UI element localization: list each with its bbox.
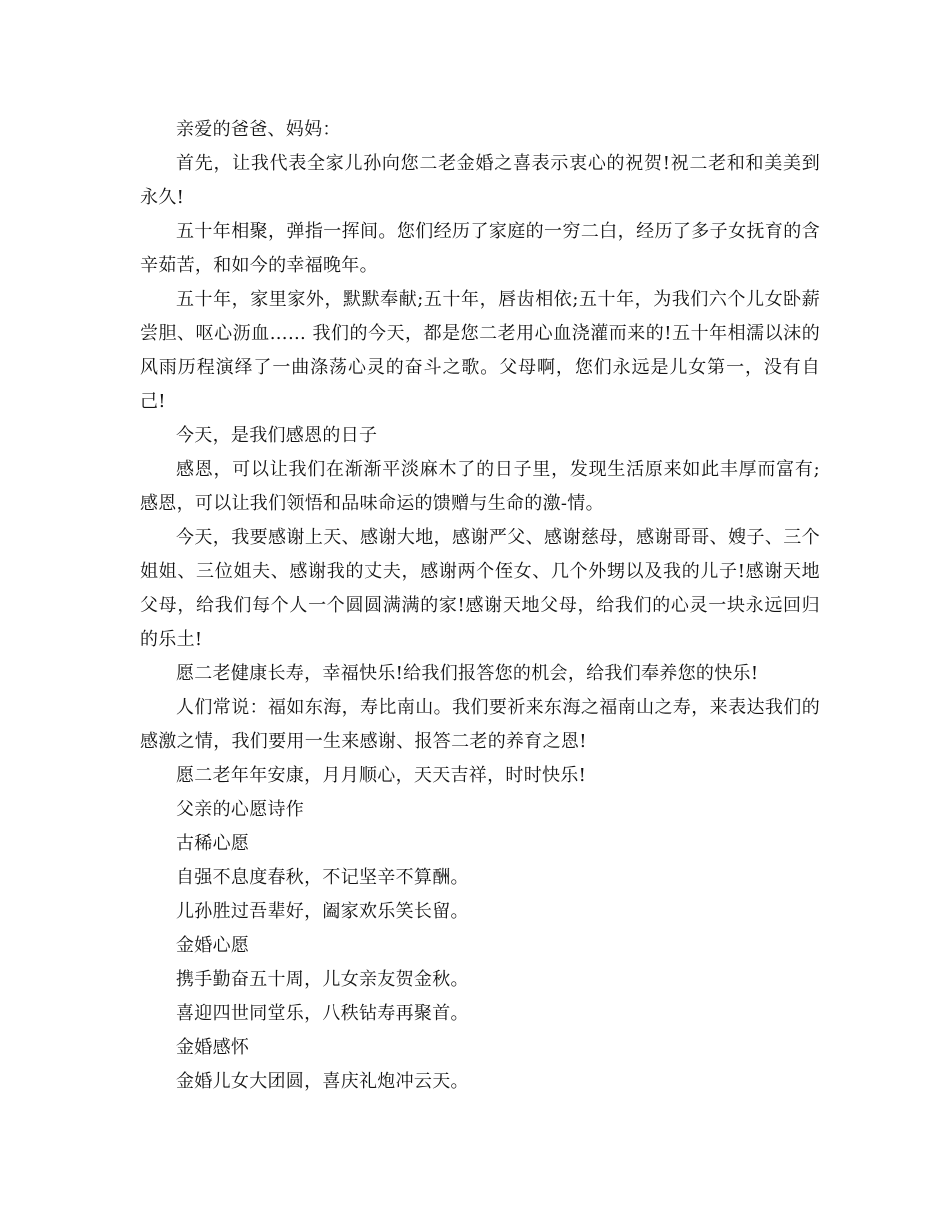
paragraph-gratitude-day: 今天，是我们感恩的日子	[176, 425, 378, 446]
salutation: 亲爱的爸爸、妈妈：	[176, 119, 341, 140]
paragraph-gratitude: 感恩，可以让我们在渐渐平淡麻木了的日子里，发现生活原来如此丰厚而富有;感恩，可以让我们领悟和品味命运的馈赠与生命的激-情。	[140, 459, 820, 514]
paragraph-blessing: 人们常说：福如东海，寿比南山。我们要祈来东海之福南山之寿，来表达我们的感激之情，我们要用一生来感谢、报答二老的养育之恩!	[140, 697, 820, 752]
paragraph-fifty-years: 五十年相聚，弹指一挥间。您们经历了家庭的一穷二白，经历了多子女抚育的含辛茹苦，和如今的幸福晚年。	[140, 221, 820, 276]
paragraph-wish-peace: 愿二老年年安康，月月顺心，天天吉祥，时时快乐!	[176, 765, 587, 786]
paragraph-congratulations: 首先，让我代表全家儿孙向您二老金婚之喜表示衷心的祝贺!祝二老和和美美到永久!	[140, 153, 820, 208]
paragraph-devotion: 五十年，家里家外，默默奉献;五十年，唇齿相依;五十年，为我们六个儿女卧薪尝胆、呕心沥血…… 我们的今天，都是您二老用心血浇灌而来的!五十年相濡以沫的风雨历程演绎了一曲涤荡心灵的奋斗之歌。父母啊，您们永远是儿女第一，没有自己!	[140, 289, 820, 412]
poem-title-1: 古稀心愿	[176, 833, 250, 854]
poem-2-line-2: 喜迎四世同堂乐，八秩钻寿再聚首。	[176, 1003, 469, 1024]
letter-body	[140, 113, 820, 1099]
poem-3-line-1: 金婚儿女大团圆，喜庆礼炮冲云天。	[176, 1071, 469, 1092]
paragraph-wish-health: 愿二老健康长寿，幸福快乐!给我们报答您的机会，给我们奉养您的快乐!	[176, 663, 759, 684]
poem-1-line-1: 自强不息度春秋，不记坚辛不算酬。	[176, 867, 469, 888]
poem-title-2: 金婚心愿	[176, 935, 250, 956]
poem-title-3: 金婚感怀	[176, 1037, 250, 1058]
paragraph-thanks: 今天，我要感谢上天、感谢大地，感谢严父、感谢慈母，感谢哥哥、嫂子、三个姐姐、三位姐夫、感谢我的丈夫，感谢两个侄女、几个外甥以及我的儿子!感谢天地父母，给我们每个人一个圆圆满满的家!感谢天地父母，给我们的心灵一块永远回归的乐土!	[140, 527, 820, 650]
poem-1-line-2: 儿孙胜过吾辈好，阖家欢乐笑长留。	[176, 901, 469, 922]
poem-2-line-1: 携手勤奋五十周，儿女亲友贺金秋。	[176, 969, 469, 990]
poem-section-title: 父亲的心愿诗作	[176, 799, 305, 820]
